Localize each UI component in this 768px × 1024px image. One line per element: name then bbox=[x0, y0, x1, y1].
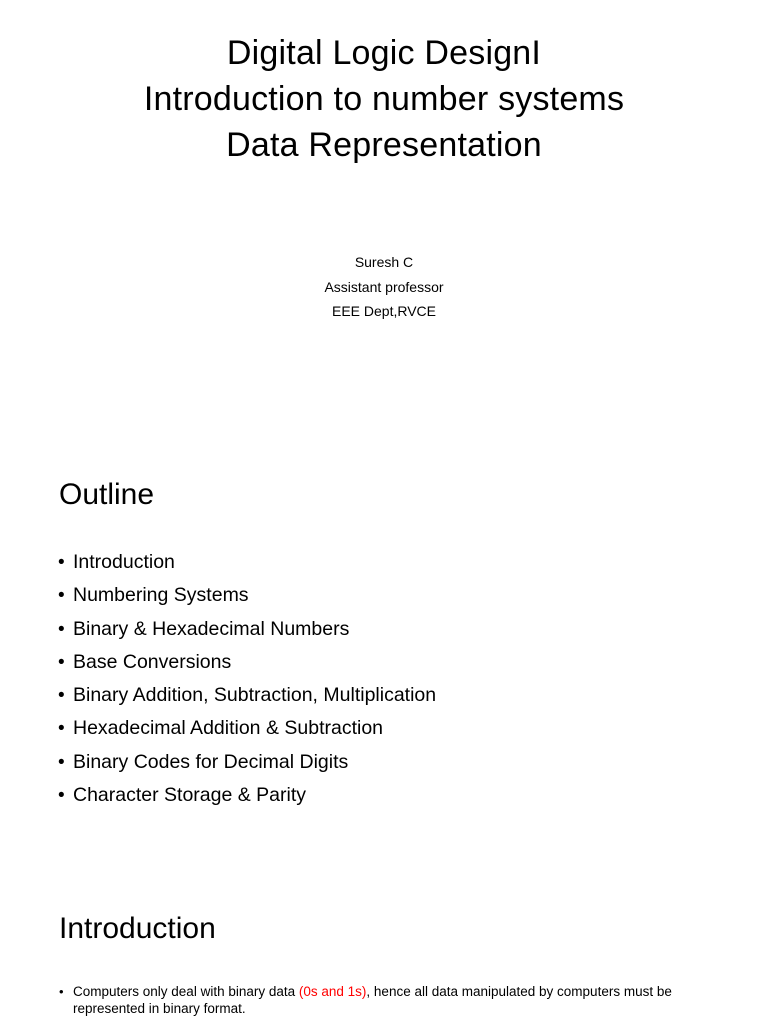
list-item-text: Hexadecimal Addition & Subtraction bbox=[73, 717, 384, 740]
list-item-text: Binary & Hexadecimal Numbers bbox=[73, 617, 350, 640]
list-item bbox=[58, 679, 436, 712]
author-position: Assistant professor bbox=[324, 278, 444, 295]
bullet-icon: • bbox=[59, 984, 64, 999]
introduction-slide bbox=[0, 905, 768, 1024]
list-item-text: Base Conversions bbox=[73, 650, 232, 673]
bullet-icon: • bbox=[58, 618, 65, 640]
outline-heading: Outline bbox=[59, 478, 155, 511]
title-line-3: Data Representation bbox=[226, 126, 542, 164]
outline-slide bbox=[0, 470, 768, 870]
list-item-text: Numbering Systems bbox=[73, 584, 249, 607]
introduction-bullet bbox=[59, 983, 719, 1017]
list-item bbox=[58, 546, 436, 579]
title-line-2: Introduction to number systems bbox=[143, 80, 625, 118]
bullet-icon: • bbox=[58, 785, 65, 807]
bullet-icon: • bbox=[58, 651, 65, 673]
slide-title bbox=[0, 30, 768, 168]
list-item bbox=[58, 579, 436, 612]
outline-list bbox=[58, 546, 436, 812]
bullet-text-end: , hence all data manipulated by computers must be represented in binary format. bbox=[73, 984, 672, 1016]
list-item bbox=[58, 646, 436, 679]
highlighted-text: (0s and 1s) bbox=[298, 984, 367, 999]
list-item-text: Character Storage & Parity bbox=[73, 784, 307, 807]
bullet-icon: • bbox=[58, 751, 65, 773]
introduction-heading: Introduction bbox=[59, 912, 216, 945]
bullet-icon: • bbox=[58, 685, 65, 707]
list-item bbox=[58, 746, 436, 779]
bullet-icon: • bbox=[58, 585, 65, 607]
title-line-1: Digital Logic DesignI bbox=[226, 34, 542, 72]
author-affiliation: EEE Dept,RVCE bbox=[331, 303, 436, 319]
author-name: Suresh C bbox=[354, 254, 414, 270]
bullet-icon: • bbox=[58, 718, 65, 740]
author-info bbox=[0, 250, 768, 324]
list-item bbox=[58, 613, 436, 646]
bullet-text-start: Computers only deal with binary data bbox=[73, 984, 299, 999]
introduction-bullet-text bbox=[73, 983, 719, 1017]
list-item bbox=[58, 712, 436, 745]
list-item-text: Introduction bbox=[73, 551, 175, 573]
list-item bbox=[58, 779, 436, 812]
bullet-icon: • bbox=[58, 552, 65, 573]
title-slide bbox=[0, 0, 768, 440]
list-item-text: Binary Addition, Subtraction, Multiplication bbox=[73, 684, 437, 707]
list-item-text: Binary Codes for Decimal Digits bbox=[73, 750, 349, 773]
